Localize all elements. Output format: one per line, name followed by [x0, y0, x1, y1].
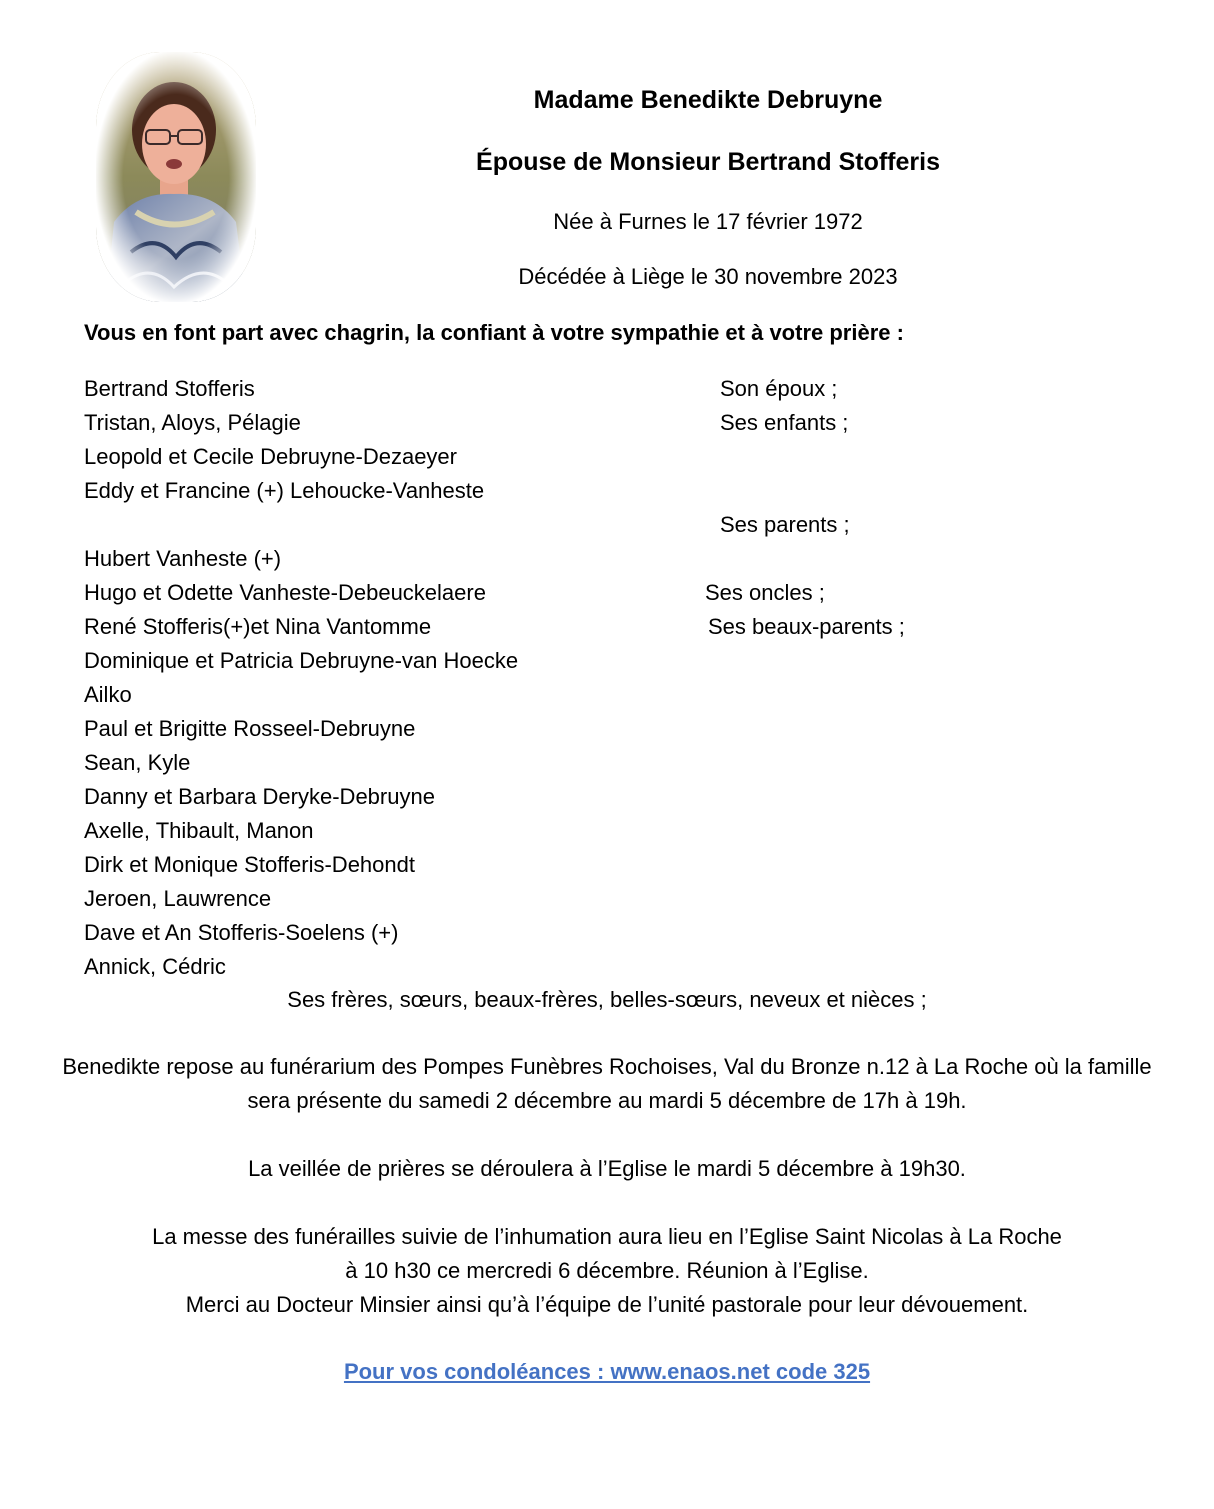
- family-member: Hugo et Odette Vanheste-Debeuckelaere: [84, 580, 486, 605]
- condolences-container: [60, 1355, 1154, 1389]
- family-member: Dave et An Stofferis-Soelens (+): [84, 920, 399, 945]
- portrait-illustration: [96, 52, 256, 302]
- family-member: Sean, Kyle: [84, 750, 191, 775]
- family-member: Danny et Barbara Deryke-Debruyne: [84, 784, 435, 809]
- relation-label: Ses beaux-parents ;: [708, 614, 905, 639]
- relation-label: Son époux ;: [720, 376, 838, 401]
- death-line: Décédée à Liège le 30 novembre 2023: [518, 264, 898, 289]
- family-member: Hubert Vanheste (+): [84, 546, 282, 571]
- family-member: Dirk et Monique Stofferis-Dehondt: [84, 852, 415, 877]
- family-member: Dominique et Patricia Debruyne-van Hoecke: [84, 648, 519, 673]
- mass-line-1: La messe des funérailles suivie de l’inhumation aura lieu en l’Eglise Saint Nicolas à La Roche: [152, 1224, 1062, 1249]
- family-member: René Stofferis(+)et Nina Vantomme: [84, 614, 432, 639]
- siblings-line: Ses frères, sœurs, beaux-frères, belles-sœurs, neveux et nièces ;: [287, 987, 927, 1012]
- family-member: Paul et Brigitte Rosseel-Debruyne: [84, 716, 416, 741]
- deceased-name: Madame Benedikte Debruyne: [533, 86, 883, 114]
- relation-label: Ses oncles ;: [705, 580, 825, 605]
- family-member: Eddy et Francine (+) Lehoucke-Vanheste: [84, 478, 485, 503]
- birth-line: Née à Furnes le 17 février 1972: [553, 209, 863, 234]
- thanks-line: Merci au Docteur Minsier ainsi qu’à l’équipe de l’unité pastorale pour leur dévouement.: [185, 1292, 1029, 1317]
- portrait-photo: [96, 52, 256, 302]
- family-member: Tristan, Aloys, Pélagie: [84, 410, 301, 435]
- funerarium-paragraph: Benedikte repose au funérarium des Pompes Funèbres Rochoises, Val du Bronze n.12 à La Roche où la famille sera présente du samedi 2 décembre au mardi 5 décembre de 17h à 19h.: [62, 1054, 1152, 1113]
- announcement-heading: Vous en font part avec chagrin, la confiant à votre sympathie et à votre prière :: [84, 320, 904, 345]
- condolences-link[interactable]: Pour vos condoléances : www.enaos.net code 325: [343, 1359, 871, 1384]
- mass-line-2: à 10 h30 ce mercredi 6 décembre. Réunion à l’Eglise.: [345, 1258, 869, 1283]
- family-member: Ailko: [84, 682, 132, 707]
- relation-label: Ses parents ;: [720, 512, 850, 537]
- family-member: Axelle, Thibault, Manon: [84, 818, 314, 843]
- family-member: Annick, Cédric: [84, 954, 226, 979]
- relation-label: Ses enfants ;: [720, 410, 849, 435]
- family-member: Bertrand Stofferis: [84, 376, 255, 401]
- family-member: Leopold et Cecile Debruyne-Dezaeyer: [84, 444, 457, 469]
- spouse-line: Épouse de Monsieur Bertrand Stofferis: [476, 148, 940, 176]
- family-member: Jeroen, Lauwrence: [84, 886, 272, 911]
- vigil-paragraph: La veillée de prières se déroulera à l’Eglise le mardi 5 décembre à 19h30.: [248, 1156, 966, 1181]
